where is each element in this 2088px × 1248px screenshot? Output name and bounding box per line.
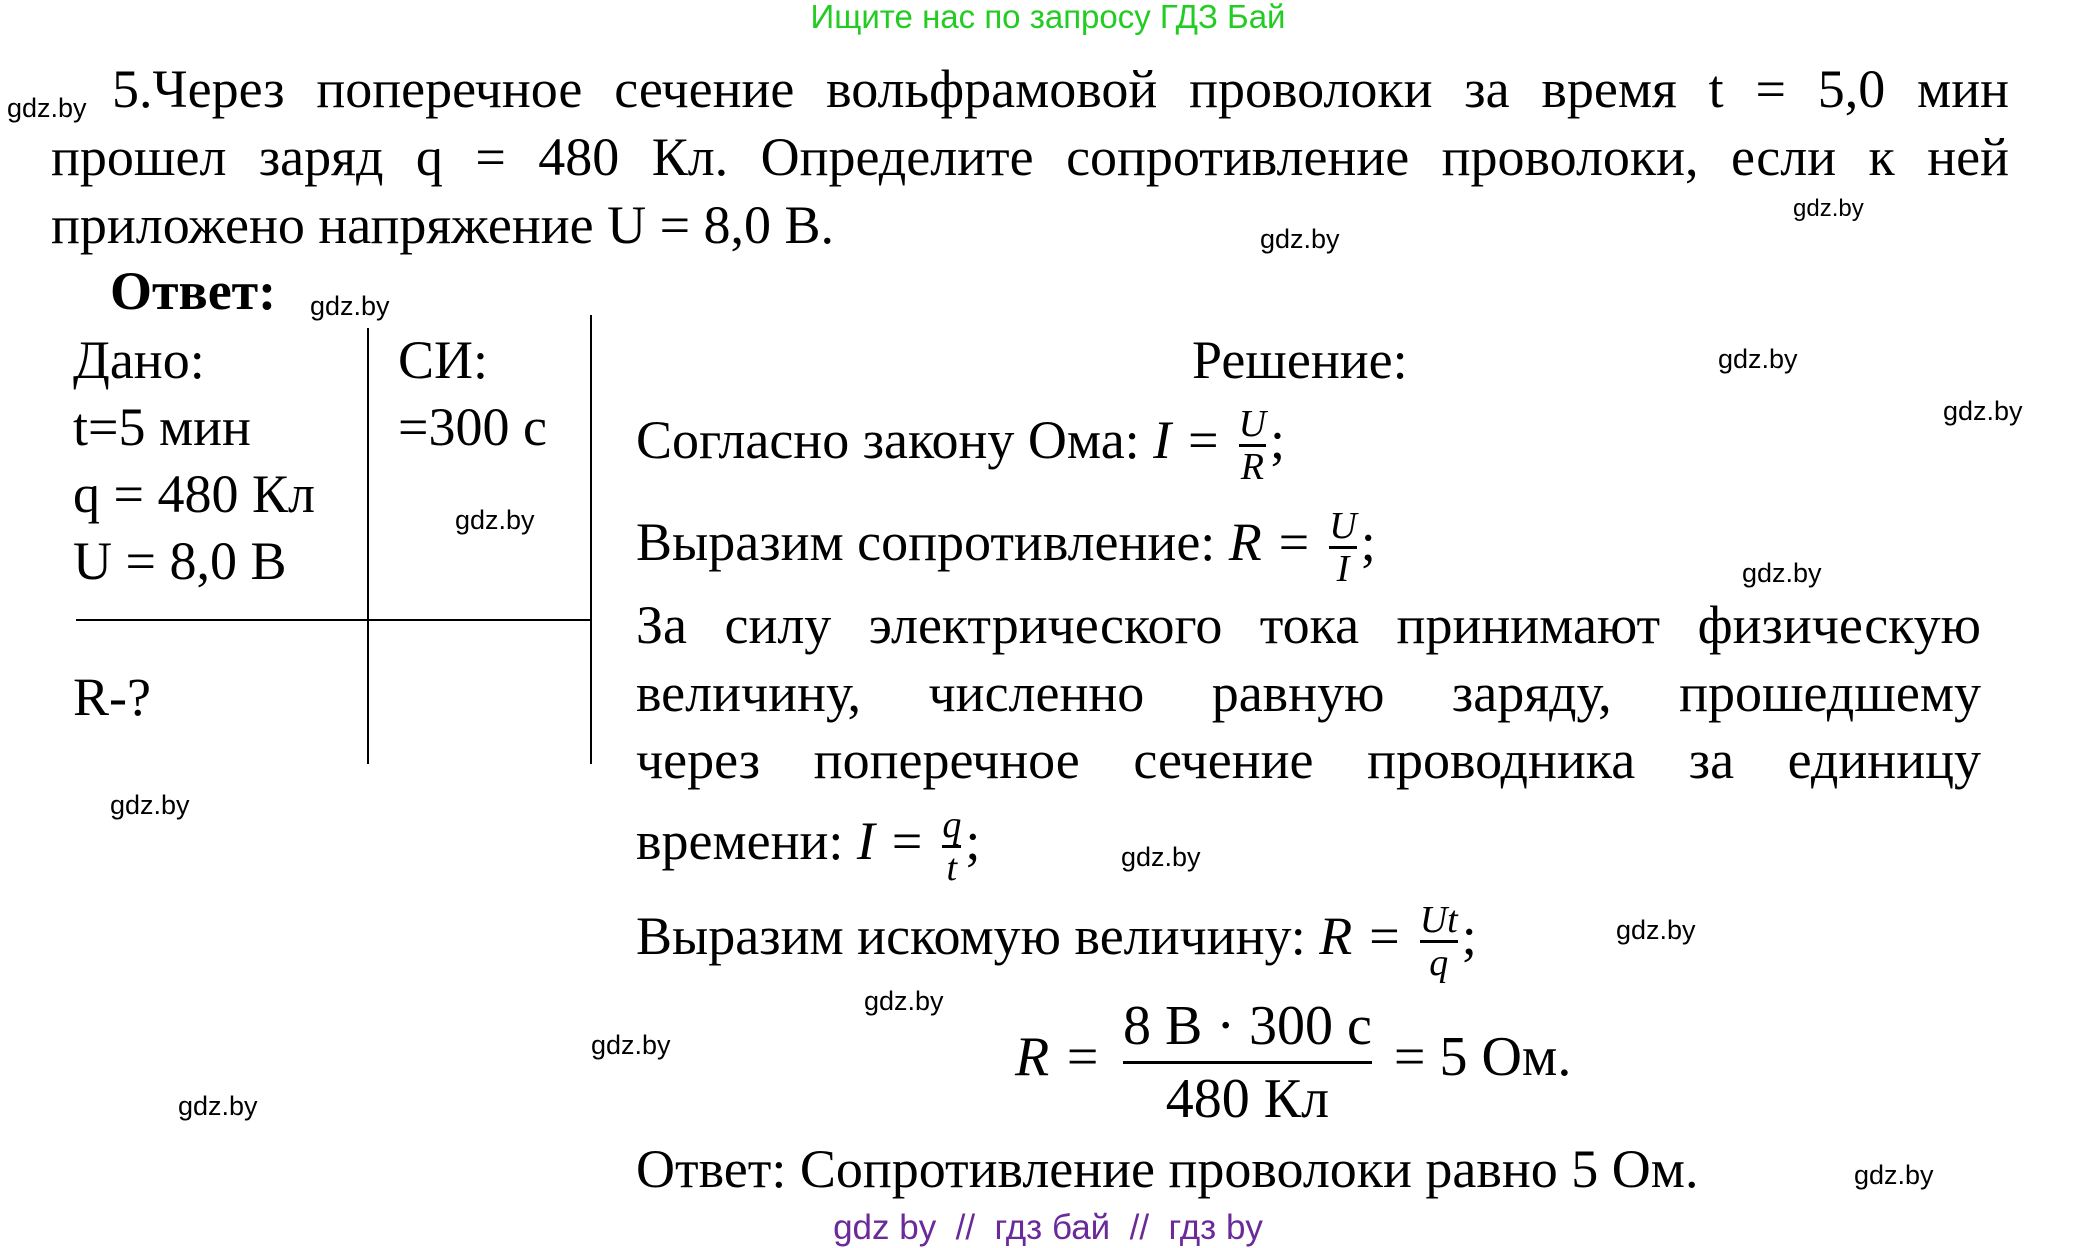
time-text: времени: [636,811,844,871]
denominator: I [1336,548,1350,591]
watermark: gdz.by [7,93,87,123]
denominator: q [1429,942,1449,985]
r-lhs: R = [1228,512,1312,572]
numerator: U [1238,403,1267,446]
given-item: t=5 мин [73,397,251,457]
watermark: gdz.by [591,1030,671,1060]
footer-links[interactable]: gdz by // гдз бай // гдз by [833,1208,1263,1247]
numerator: U [1329,505,1357,548]
r-fraction [1329,506,1356,589]
ohm-lhs: I = [1153,410,1222,470]
f-fraction [1420,900,1458,983]
i-lhs: I = [856,811,925,871]
problem-line-3: приложено напряжение U = 8,0 В. [51,195,835,255]
semicolon: ; [1360,512,1376,572]
numerator: q [942,804,962,847]
si-item: =300 с [398,397,547,457]
watermark: gdz.by [1793,195,1864,222]
i-fraction [942,805,961,888]
si-label: СИ: [398,330,489,390]
numerator: Ut [1419,899,1458,942]
find-item: R-? [73,667,151,727]
current-line: величину, численно равную заряду, прошедшему [636,663,1981,723]
denominator: t [946,847,958,890]
semicolon: ; [1461,906,1477,966]
solution-title: Решение: [1192,330,1408,390]
answer-heading: Ответ: [110,261,277,321]
search-hint-link[interactable]: Ищите нас по запросу ГДЗ Бай [810,0,1286,35]
watermark: gdz.by [1854,1160,1934,1190]
final-formula-line [636,892,1477,983]
watermark: gdz.by [1121,842,1201,872]
final-answer: Ответ: Сопротивление проволоки равно 5 Ом. [636,1139,1699,1199]
calc-lhs: R = [1015,1026,1101,1088]
calc-fraction [1123,991,1372,1134]
numerator: 8 В · 300 с [1123,994,1372,1057]
final-text: Выразим искомую величину: [636,906,1306,966]
watermark: gdz.by [1718,344,1798,374]
watermark: gdz.by [310,291,390,321]
watermark: gdz.by [1943,396,2023,426]
current-line: через поперечное сечение проводника за единицу [636,730,1981,790]
problem-line-1: 5.Через поперечное сечение вольфрамовой проволоки за время t = 5,0 мин [112,59,2009,119]
denominator: R [1240,446,1264,489]
watermark: gdz.by [455,505,535,535]
denominator: 480 Кл [1165,1067,1330,1130]
current-line: За силу электрического тока принимают физическую [636,595,1981,655]
table-divider-horizontal [76,619,592,621]
watermark: gdz.by [1742,558,1822,588]
table-divider-vertical-1 [367,328,369,764]
calculation [1015,984,1571,1134]
ohm-fraction [1239,404,1266,487]
r-text: Выразим сопротивление: [636,512,1216,572]
calc-result: = 5 Ом. [1393,1026,1572,1088]
ohm-text: Согласно закону Ома: [636,410,1140,470]
watermark: gdz.by [864,986,944,1016]
table-divider-vertical-2 [590,315,592,764]
current-formula-line [636,796,980,888]
f-lhs: R = [1319,906,1403,966]
given-item: U = 8,0 В [73,531,287,591]
resistance-line [636,492,1376,592]
semicolon: ; [965,811,981,871]
problem-line-2: прошел заряд q = 480 Кл. Определите сопротивление проволоки, если к ней [51,127,2009,187]
watermark: gdz.by [1616,915,1696,945]
given-item: q = 480 Кл [73,464,315,524]
watermark: gdz.by [1260,224,1340,254]
watermark: gdz.by [178,1091,258,1121]
given-label: Дано: [73,330,205,390]
watermark: gdz.by [110,790,190,820]
semicolon: ; [1270,410,1286,470]
ohm-law-line [636,390,1285,490]
